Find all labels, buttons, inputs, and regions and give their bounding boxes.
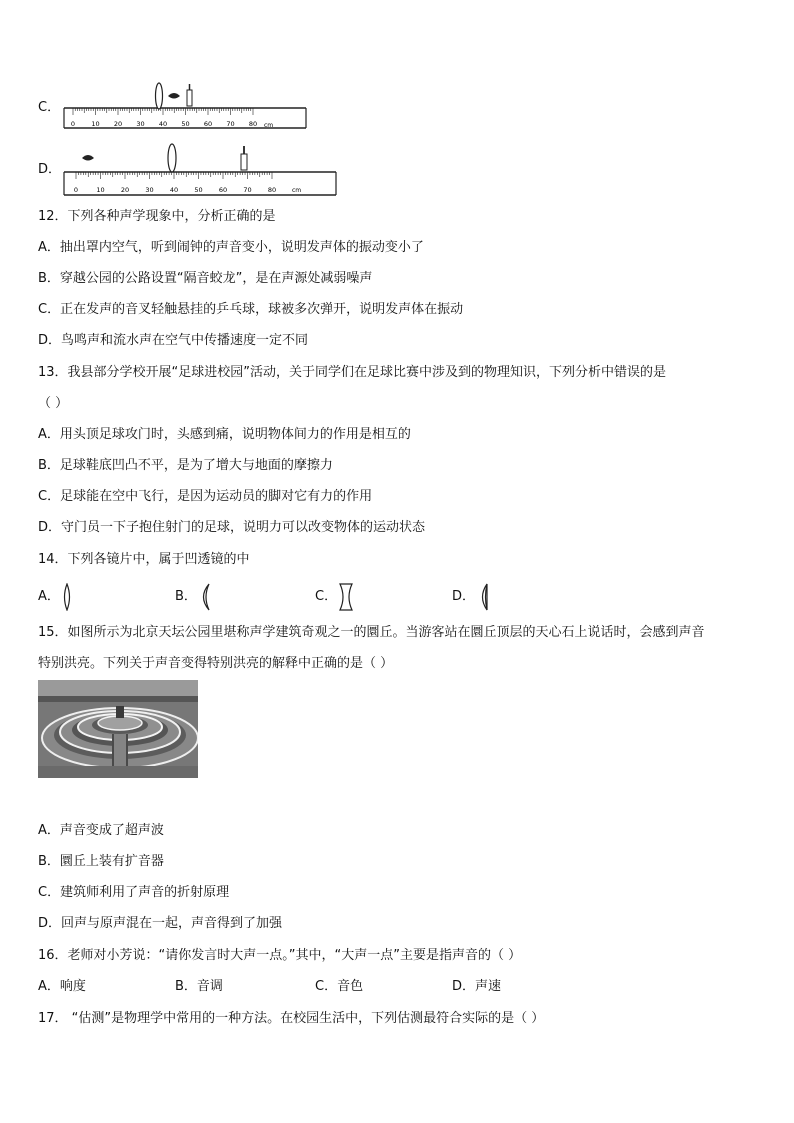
eye-icon <box>82 155 94 161</box>
option-c-label: C． <box>38 100 61 115</box>
q16-stem: 16．老师对小芳说：“请你发言时大声一点。”其中，“大声一点”主要是指声音的（ ） <box>38 948 522 963</box>
q14-stem: 14．下列各镜片中，属于凹透镜的中 <box>38 552 250 567</box>
convex-lens <box>168 144 176 172</box>
q16-option-b: B．音调 <box>175 979 223 994</box>
ruler-tick-label: 10 <box>96 186 105 194</box>
lens-c-biconcave <box>338 583 354 611</box>
q13-option-d: D．守门员一下子抱住射门的足球，说明力可以改变物体的运动状态 <box>38 520 426 535</box>
q13-option-b: B．足球鞋底凹凸不平，是为了增大与地面的摩擦力 <box>38 458 333 473</box>
lens-a-biconvex <box>60 583 74 611</box>
ruler-tick-label: 50 <box>194 186 203 194</box>
ruler-tick-label: 60 <box>218 186 228 194</box>
q14-label-c: C． <box>315 589 338 604</box>
optical-bench-c <box>58 80 310 132</box>
ruler-tick-label: 40 <box>169 186 179 194</box>
q13-paren: （ ） <box>38 396 69 411</box>
ruler-tick-label: 40 <box>158 120 168 128</box>
ruler-tick-label: 10 <box>91 120 100 128</box>
ruler-tick-label: 70 <box>226 120 235 128</box>
ruler-unit: cm <box>292 187 302 194</box>
q15-stem-line1: 15．如图所示为北京天坛公园里堪称声学建筑奇观之一的圜丘。当游客站在圜丘顶层的天心石上说话时，会感到声音 <box>38 625 705 640</box>
q14-label-b: B． <box>175 589 197 604</box>
lens-b-meniscus <box>197 583 213 611</box>
ruler-tick-label: 0 <box>73 186 79 194</box>
q12-option-c: C．正在发声的音叉轻触悬挂的乒乓球，球被多次弹开，说明发声体在振动 <box>38 302 464 317</box>
q12-option-b: B．穿越公园的公路设置“隔音蛟龙”，是在声源处减弱噪声 <box>38 271 373 286</box>
q15-stem-line2: 特别洪亮。下列关于声音变得特别洪亮的解释中正确的是（ ） <box>38 656 394 671</box>
option-d-label: D． <box>38 162 62 177</box>
optical-bench-d <box>58 140 340 200</box>
q14-label-a: A． <box>38 589 60 604</box>
q14-label-d: D． <box>452 589 476 604</box>
ruler-tick-label: 80 <box>248 120 258 128</box>
q15-option-d: D．回声与原声混在一起，声音得到了加强 <box>38 916 283 931</box>
convex-lens <box>156 83 163 109</box>
q17-stem: 17． “估测”是物理学中常用的一种方法。在校园生活中，下列估测最符合实际的是（ ） <box>38 1011 545 1026</box>
q12-option-d: D．鸟鸣声和流水声在空气中传播速度一定不同 <box>38 333 309 348</box>
q15-option-a: A．声音变成了超声波 <box>38 823 164 838</box>
candle <box>241 154 247 170</box>
ruler-tick-label: 20 <box>113 120 123 128</box>
q13-stem: 13．我县部分学校开展“足球进校园”活动，关于同学们在足球比赛中涉及到的物理知识，下列分析中错误的是 <box>38 365 667 380</box>
q12-stem: 12．下列各种声学现象中，分析正确的是 <box>38 209 276 224</box>
ruler-tick-label: 30 <box>136 120 145 128</box>
ruler-tick-label: 20 <box>120 186 130 194</box>
eye-icon <box>168 93 180 99</box>
q15-option-b: B．圜丘上装有扩音器 <box>38 854 164 869</box>
q15-option-c: C．建筑师利用了声音的折射原理 <box>38 885 230 900</box>
q13-option-c: C．足球能在空中飞行，是因为运动员的脚对它有力的作用 <box>38 489 373 504</box>
q13-option-a: A．用头顶足球攻门时，头感到痛，说明物体间力的作用是相互的 <box>38 427 411 442</box>
ruler-tick-label: 80 <box>267 186 277 194</box>
ruler-tick-label: 50 <box>181 120 190 128</box>
candle <box>187 90 192 106</box>
ruler-tick-label: 70 <box>243 186 252 194</box>
ruler-unit: cm <box>264 122 274 129</box>
ruler-tick-label: 30 <box>145 186 154 194</box>
q16-option-d: D．声速 <box>452 979 502 994</box>
ruler-tick-label: 60 <box>203 120 213 128</box>
q12-option-a: A．抽出罩内空气，听到闹钟的声音变小，说明发声体的振动变小了 <box>38 240 424 255</box>
lens-d-meniscus <box>475 583 491 611</box>
q16-option-c: C．音色 <box>315 979 364 994</box>
q16-option-a: A．响度 <box>38 979 86 994</box>
circular-mound-altar-photo <box>38 680 198 778</box>
ruler-tick-label: 0 <box>70 120 76 128</box>
